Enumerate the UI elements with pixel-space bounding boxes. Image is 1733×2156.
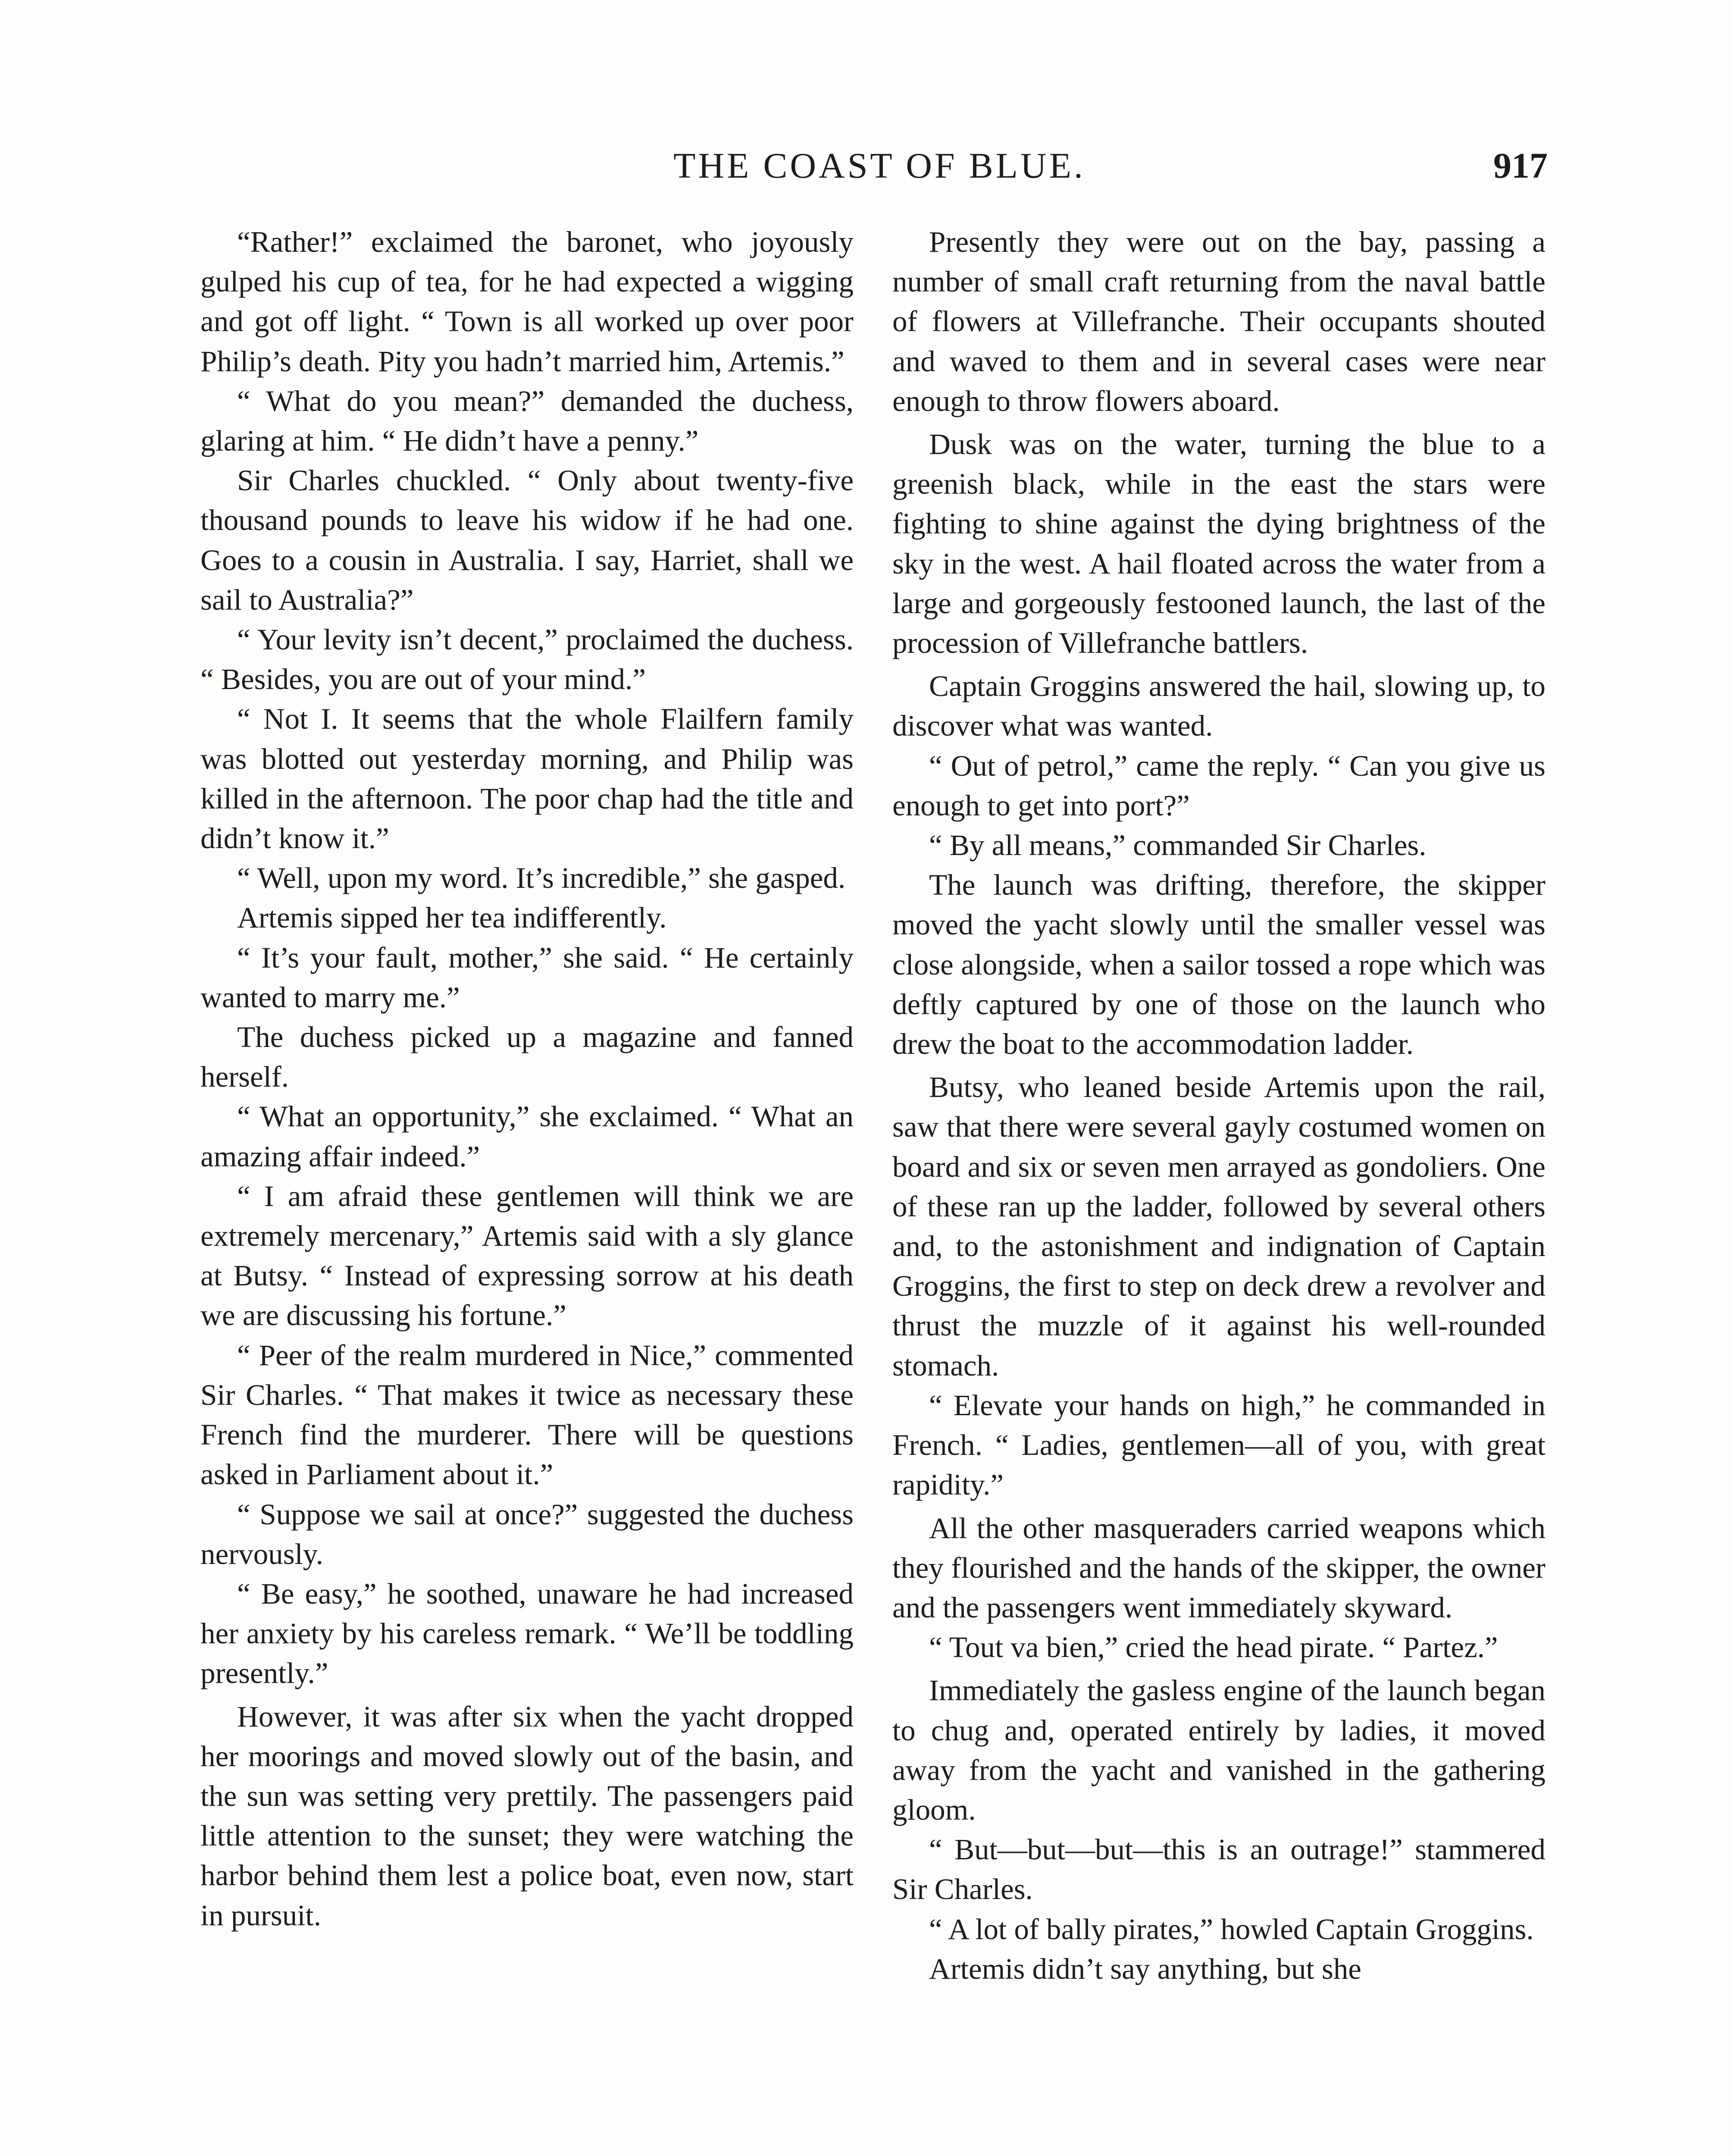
paragraph: “ Your levity isn’t decent,” proclaimed the duchess. “ Besides, you are out of your mind.” — [200, 623, 854, 696]
paragraph: Sir Charles chuckled. “ Only about twenty-five thousand pounds to leave his widow if he had one. Goes to a cousin in Australia. I say, Harriet, shall we sail to Australia?” — [200, 464, 854, 616]
paragraph: “ Not I. It seems that the whole Flailfern family was blotted out yesterday morning, and Philip was killed in the afternoon. The poor chap had the title and didn’t know it.” — [200, 702, 854, 855]
paragraph: “ It’s your fault, mother,” she said. “ He certainly wanted to marry me.” — [200, 941, 854, 1014]
paragraph: The duchess picked up a magazine and fanned herself. — [200, 1021, 854, 1094]
paragraph: “ What do you mean?” demanded the duchess, glaring at him. “ He didn’t have a penny.” — [200, 384, 854, 458]
paragraph: Artemis didn’t say anything, but she — [929, 1952, 1361, 1985]
paragraph: Captain Groggins answered the hail, slowing up, to discover what was wanted. — [892, 670, 1545, 743]
paragraph: “Rather!” exclaimed the baronet, who joyously gulped his cup of tea, for he had expected a wigging and got off light. “ Town is all worked up over poor Philip’s death. Pity you hadn’t married him, Artemis.” — [200, 226, 854, 378]
paragraph: “ Be easy,” he soothed, unaware he had increased her anxiety by his careless remark. “ We’ll be toddling presently.” — [200, 1577, 854, 1690]
paragraph: “ Elevate your hands on high,” he commanded in French. “ Ladies, gentlemen—all of you, with great rapidity.” — [892, 1388, 1545, 1501]
page-title: THE COAST OF BLUE. — [673, 146, 1085, 186]
paragraph: “ I am afraid these gentlemen will think we are extremely mercenary,” Artemis said with a sly glance at Butsy. “ Instead of expressing sorrow at his death we are discussing his fortune.” — [200, 1179, 854, 1332]
page-number: 917 — [1493, 146, 1548, 186]
paragraph: “ A lot of bally pirates,” howled Captain Groggins. — [929, 1912, 1534, 1946]
paragraph: “ Well, upon my word. It’s incredible,” she gasped. — [237, 862, 846, 895]
paragraph: The launch was drifting, therefore, the skipper moved the yacht slowly until the smaller vessel was close alongside, when a sailor tossed a rope which was deftly captured by one of those on the launch who drew the boat to the accommodation ladder. — [892, 868, 1545, 1061]
paragraph: However, it was after six when the yacht dropped her moorings and moved slowly out of the basin, and the sun was setting very prettily. The passengers paid little attention to the sunset; they were watching the harbor behind them lest a police boat, even now, start in pursuit. — [200, 1700, 854, 1932]
paragraph: “ Tout va bien,” cried the head pirate. “ Partez.” — [929, 1631, 1498, 1664]
paragraph: Dusk was on the water, turning the blue to a greenish black, while in the east the stars were fighting to shine against the dying brightness of the sky in the west. A hail floated across the water from a large and gorgeously festooned launch, the last of the procession of Villefranche battlers. — [892, 428, 1545, 660]
paragraph: “ What an opportunity,” she exclaimed. “ What an amazing affair indeed.” — [200, 1100, 854, 1173]
paragraph: “ Suppose we sail at once?” suggested the duchess nervously. — [200, 1498, 854, 1570]
paragraph: Butsy, who leaned beside Artemis upon the rail, saw that there were several gayly costumed women on board and six or seven men arrayed as gondoliers. One of these ran up the ladder, followed by several others and, to the astonishment and indignation of Captain Groggins, the first to step on deck drew a revolver and thrust the muzzle of it against his well-rounded stomach. — [892, 1071, 1545, 1382]
paragraph: “ Peer of the realm murdered in Nice,” commented Sir Charles. “ That makes it twice as necessary these French find the murderer. There will be questions asked in Parliament about it.” — [200, 1338, 854, 1491]
paragraph: “ By all means,” commanded Sir Charles. — [929, 829, 1426, 862]
paragraph: Presently they were out on the bay, passing a number of small craft returning from the naval battle of flowers at Villefranche. Their occupants shouted and waved to them and in several cases were near enough to throw flowers aboard. — [892, 226, 1545, 417]
paragraph: “ Out of petrol,” came the reply. “ Can you give us enough to get into port?” — [892, 749, 1545, 822]
running-head — [198, 142, 1548, 190]
left-column — [200, 222, 854, 1935]
paragraph: Artemis sipped her tea indifferently. — [237, 901, 667, 934]
paragraph: “ But—but—but—this is an outrage!” stammered Sir Charles. — [892, 1833, 1545, 1906]
paragraph: All the other masqueraders carried weapons which they flourished and the hands of the skipper, the owner and the passengers went immediately skyward. — [892, 1511, 1545, 1624]
paragraph: Immediately the gasless engine of the launch began to chug and, operated entirely by ladies, it moved away from the yacht and vanished in the gathering gloom. — [892, 1674, 1545, 1826]
right-column — [892, 222, 1545, 1989]
